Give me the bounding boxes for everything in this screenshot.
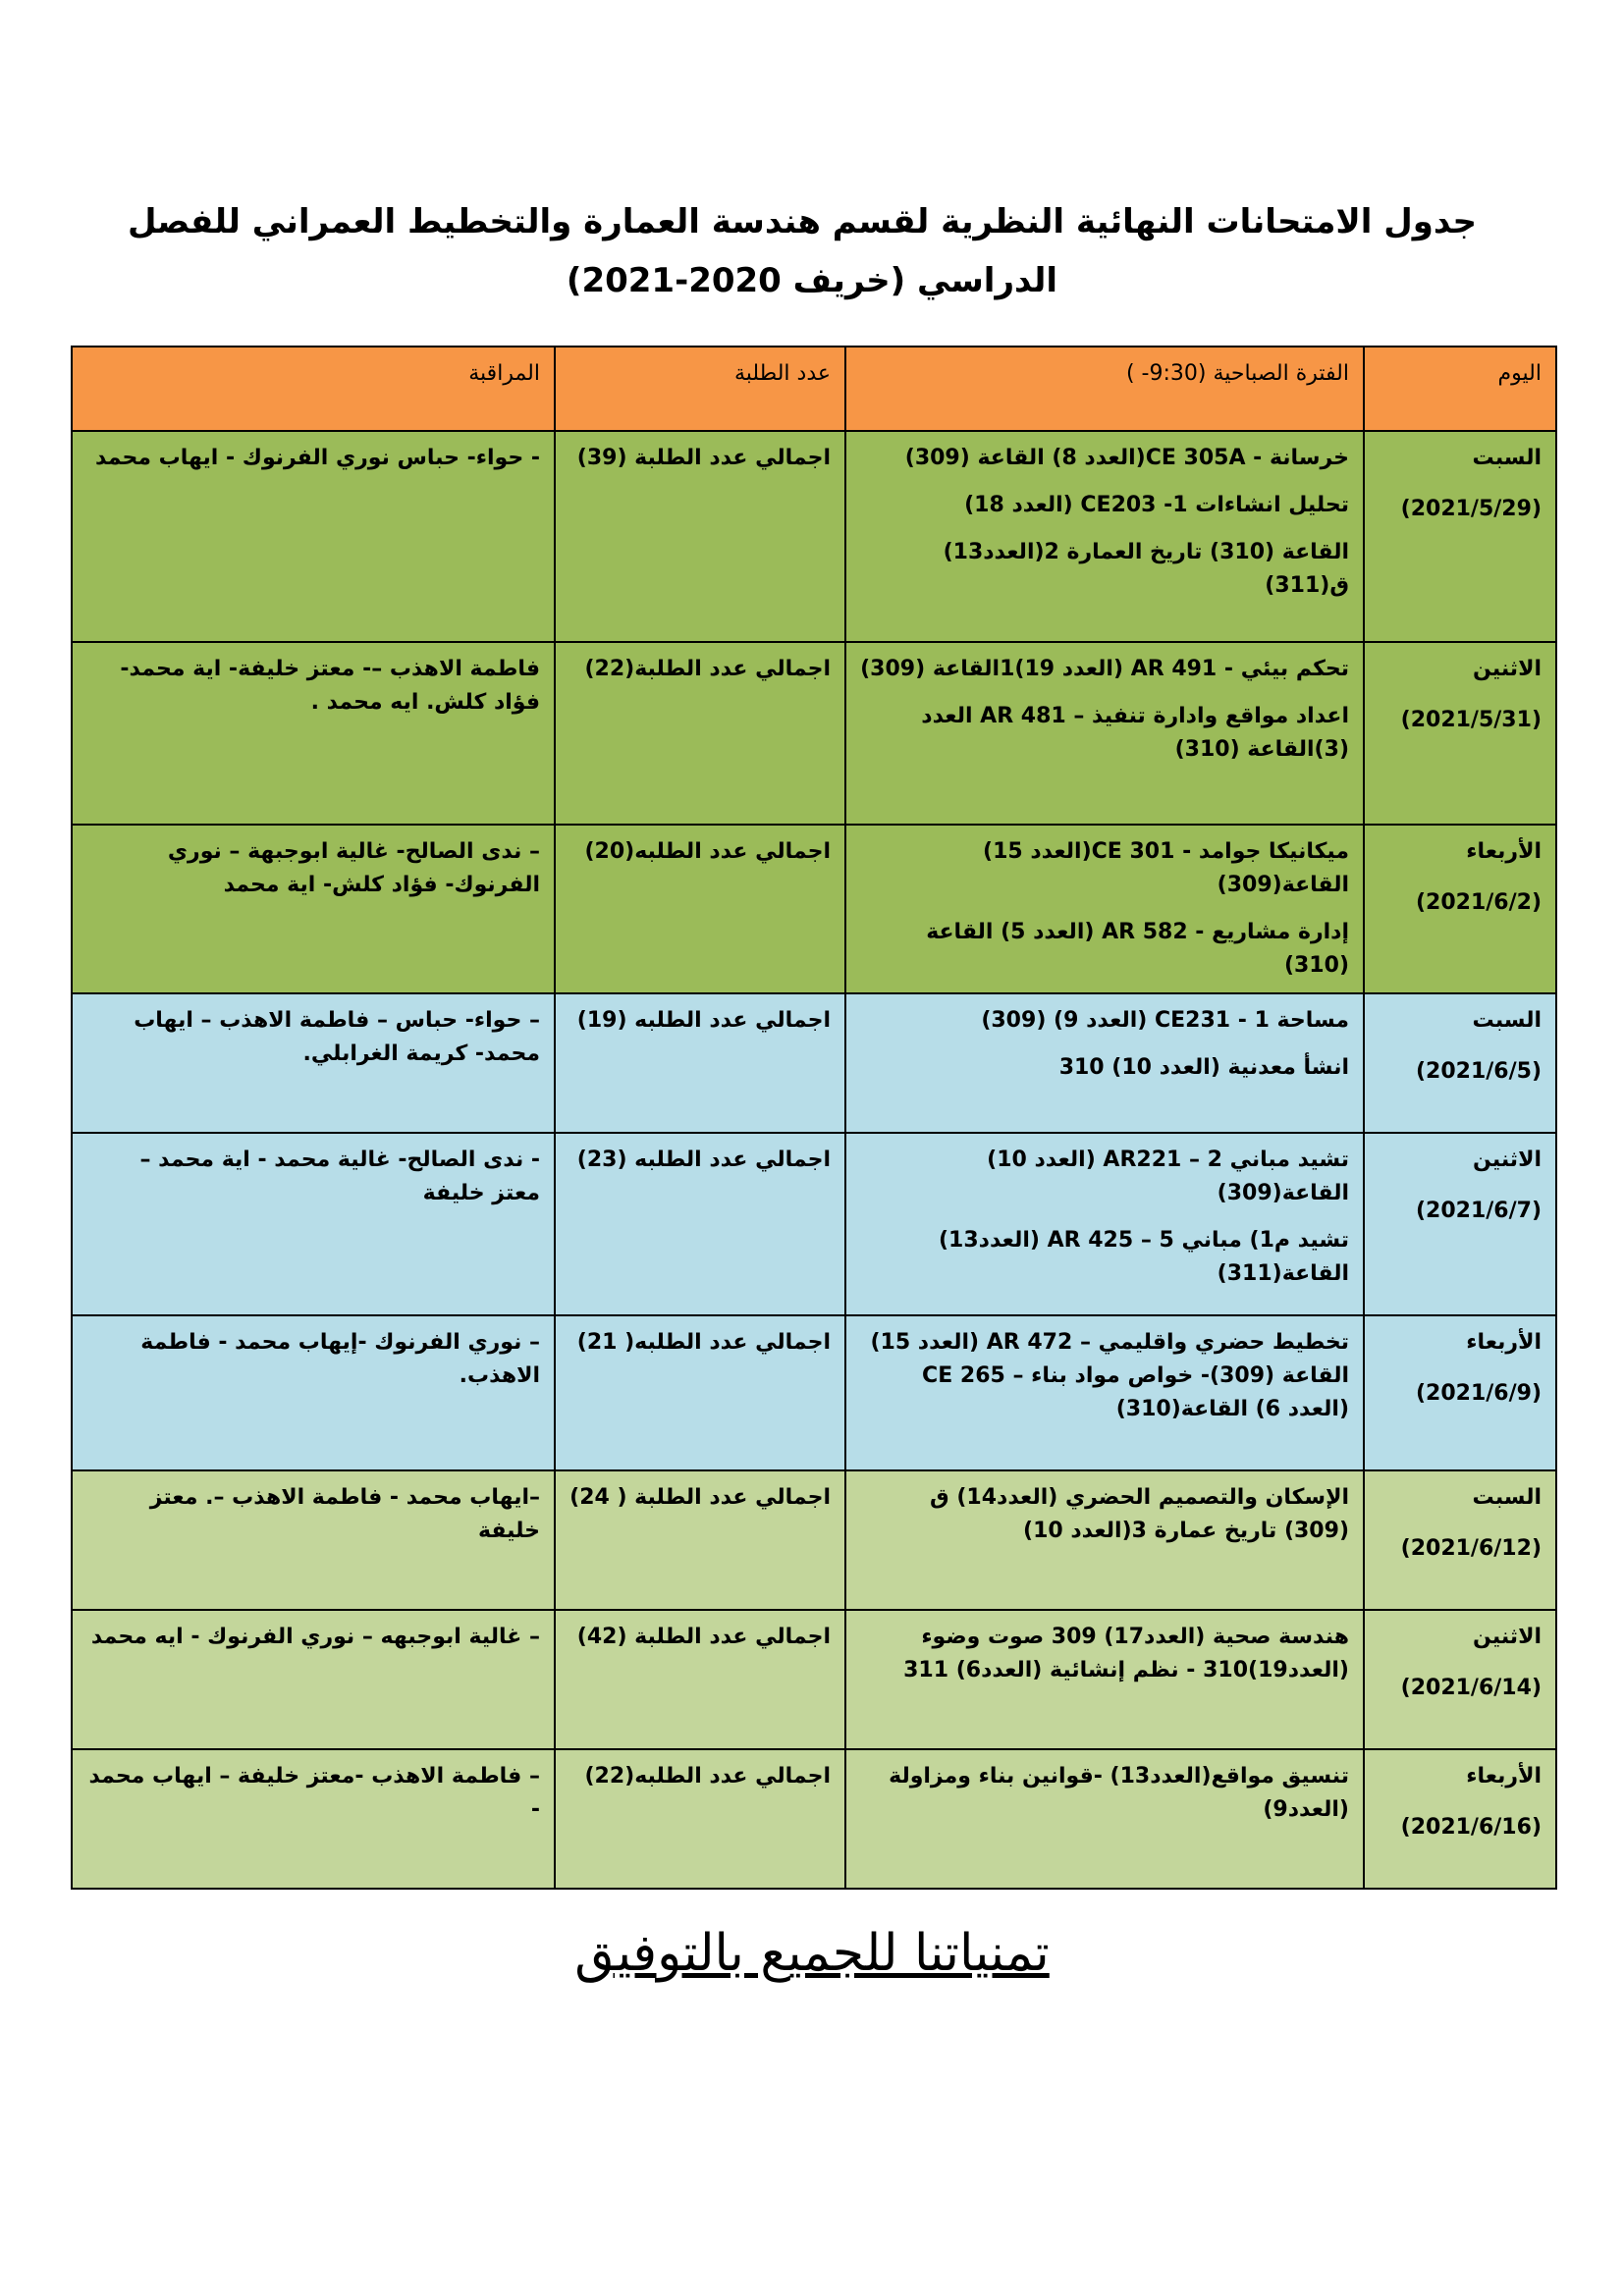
proctors-cell: - حواء- حباس نوري الفرنوك - ايهاب محمد — [72, 431, 555, 642]
day-name: الاثنين — [1473, 657, 1542, 681]
proctors-cell: – فاطمة الاهذب -معتز خليفة – ايهاب محمد - — [72, 1749, 555, 1889]
exam-entry: تحليل انشاءات 1- CE203 (العدد 18) — [964, 493, 1349, 517]
proctors-cell: – نوري الفرنوك -إيهاب محمد - فاطمة الاهذب. — [72, 1315, 555, 1470]
exam-entry: خرسانة - CE 305A(العدد 8) القاعة (309) — [904, 446, 1349, 470]
day-name: الأربعاء — [1466, 1764, 1542, 1789]
day-cell — [1364, 431, 1556, 642]
students-cell: اجمالي عدد الطلبه (23) — [555, 1133, 845, 1315]
day-name: السبت — [1472, 446, 1542, 470]
day-date: (2021/6/7) — [1415, 1199, 1542, 1223]
day-name: الأربعاء — [1466, 839, 1542, 864]
exams-cell — [845, 1470, 1364, 1610]
proctors-cell: – ندى الصالح- غالية ابوجبهة – نوري الفرنوك- فؤاد كلش- اية محمد — [72, 825, 555, 993]
day-name: الاثنين — [1473, 1625, 1542, 1649]
exam-schedule-table — [71, 346, 1557, 1890]
day-date: (2021/5/29) — [1400, 497, 1542, 521]
students-cell: اجمالي عدد الطلبه (19) — [555, 993, 845, 1133]
exams-cell — [845, 1749, 1364, 1889]
day-cell — [1364, 1315, 1556, 1470]
students-cell: اجمالي عدد الطلبه(20) — [555, 825, 845, 993]
day-cell — [1364, 1610, 1556, 1749]
table-header-row — [72, 347, 1556, 431]
proctors-cell: - ندى الصالح- غالية محمد - اية محمد – معتز خليفة — [72, 1133, 555, 1315]
exams-cell — [845, 993, 1364, 1133]
document-title — [127, 192, 1477, 310]
exam-entry: ميكانيكا جوامد - CE 301(العدد 15) القاعة(309) — [983, 839, 1349, 897]
day-cell — [1364, 993, 1556, 1133]
day-date: (2021/6/9) — [1415, 1381, 1542, 1406]
students-cell: اجمالي عدد الطلبة (39) — [555, 431, 845, 642]
students-cell: اجمالي عدد الطلبه(22) — [555, 1749, 845, 1889]
table-row — [72, 1470, 1556, 1610]
day-cell — [1364, 1749, 1556, 1889]
day-date: (2021/6/16) — [1400, 1815, 1542, 1840]
exam-entry: إدارة مشاريع - AR 582 (العدد 5) القاعة (310) — [926, 920, 1349, 978]
table-row — [72, 993, 1556, 1133]
day-cell — [1364, 642, 1556, 825]
exam-entry: تنسيق مواقع(العدد13) -قوانين بناء ومزاولة (العدد9) — [889, 1764, 1349, 1822]
students-cell: اجمالي عدد الطلبة ( 24) — [555, 1470, 845, 1610]
exam-entry: تشيد م1) مباني 5 – AR 425 (العدد13) القاعة(311) — [938, 1228, 1349, 1286]
table-row — [72, 431, 1556, 642]
exam-entry: انشأ معدنية (العدد 10) 310 — [1058, 1055, 1349, 1080]
day-cell — [1364, 1133, 1556, 1315]
proctors-cell: –ايهاب محمد - فاطمة الاهذب –. معتز خليفة — [72, 1470, 555, 1610]
day-date: (2021/6/14) — [1400, 1676, 1542, 1700]
exams-cell — [845, 1610, 1364, 1749]
day-name: الاثنين — [1473, 1148, 1542, 1172]
title-line-1: جدول الامتحانات النهائية النظرية لقسم هندسة العمارة والتخطيط العمراني للفصل — [127, 202, 1477, 241]
students-cell: اجمالي عدد الطلبة (42) — [555, 1610, 845, 1749]
day-name: السبت — [1472, 1485, 1542, 1510]
exams-cell — [845, 825, 1364, 993]
table-body — [72, 431, 1556, 1889]
exams-cell — [845, 431, 1364, 642]
exam-entry: القاعة (310) تاريخ العمارة 2(العدد13) ق(311) — [943, 540, 1349, 598]
proctors-cell: فاطمة الاهذب –- معتز خليفة- اية محمد- فؤاد كلش. ايه محمد . — [72, 642, 555, 825]
proctors-cell: – غالية ابوجبهه – نوري الفرنوك - ايه محمد — [72, 1610, 555, 1749]
day-name: الأربعاء — [1466, 1330, 1542, 1355]
exam-entry: تحكم بيئي - AR 491 (العدد 19)1القاعة (309) — [860, 657, 1349, 681]
header-proctors: المراقبة — [72, 347, 555, 431]
exam-entry: تخطيط حضري واقليمي – AR 472 (العدد 15) القاعة (309)- خواص مواد بناء – CE 265 (العدد 6) القاعة(310) — [870, 1330, 1349, 1421]
table-row — [72, 1749, 1556, 1889]
day-date: (2021/6/2) — [1415, 890, 1542, 915]
exams-cell — [845, 1133, 1364, 1315]
day-date: (2021/6/5) — [1415, 1059, 1542, 1084]
students-cell: اجمالي عدد الطلبة(22) — [555, 642, 845, 825]
day-date: (2021/6/12) — [1400, 1536, 1542, 1561]
exams-cell — [845, 642, 1364, 825]
day-name: السبت — [1472, 1008, 1542, 1033]
table-row — [72, 1315, 1556, 1470]
exam-entry: تشيد مباني 2 – AR221 (العدد 10) القاعة(309) — [987, 1148, 1349, 1205]
header-period: الفترة الصباحية (9:30- ) — [845, 347, 1364, 431]
day-cell — [1364, 1470, 1556, 1610]
header-students: عدد الطلبة — [555, 347, 845, 431]
exam-entry: مساحة 1 - CE231 (العدد 9) (309) — [981, 1008, 1349, 1033]
exam-entry: الإسكان والتصميم الحضري (العدد14) ق (309) تاريخ عمارة 3(العدد 10) — [930, 1485, 1349, 1543]
table-row — [72, 825, 1556, 993]
header-day: اليوم — [1364, 347, 1556, 431]
day-cell — [1364, 825, 1556, 993]
proctors-cell: – حواء- حباس – فاطمة الاهذب – ايهاب محمد- كريمة الغرابلي. — [72, 993, 555, 1133]
day-date: (2021/5/31) — [1400, 708, 1542, 732]
students-cell: اجمالي عدد الطلبه( 21) — [555, 1315, 845, 1470]
exam-entry: اعداد مواقع وادارة تنفيذ – AR 481 العدد (3)القاعة (310) — [921, 704, 1349, 762]
table-row — [72, 1133, 1556, 1315]
exams-cell — [845, 1315, 1364, 1470]
closing-message: تمنياتنا للجميع بالتوفيق — [574, 1924, 1050, 1983]
title-line-2: الدراسي (خريف 2020-2021) — [566, 261, 1058, 300]
table-row — [72, 642, 1556, 825]
exam-entry: هندسة صحية (العدد17) 309 صوت وضوء (العدد19)310 - نظم إنشائية (العدد6) 311 — [903, 1625, 1349, 1682]
table-row — [72, 1610, 1556, 1749]
